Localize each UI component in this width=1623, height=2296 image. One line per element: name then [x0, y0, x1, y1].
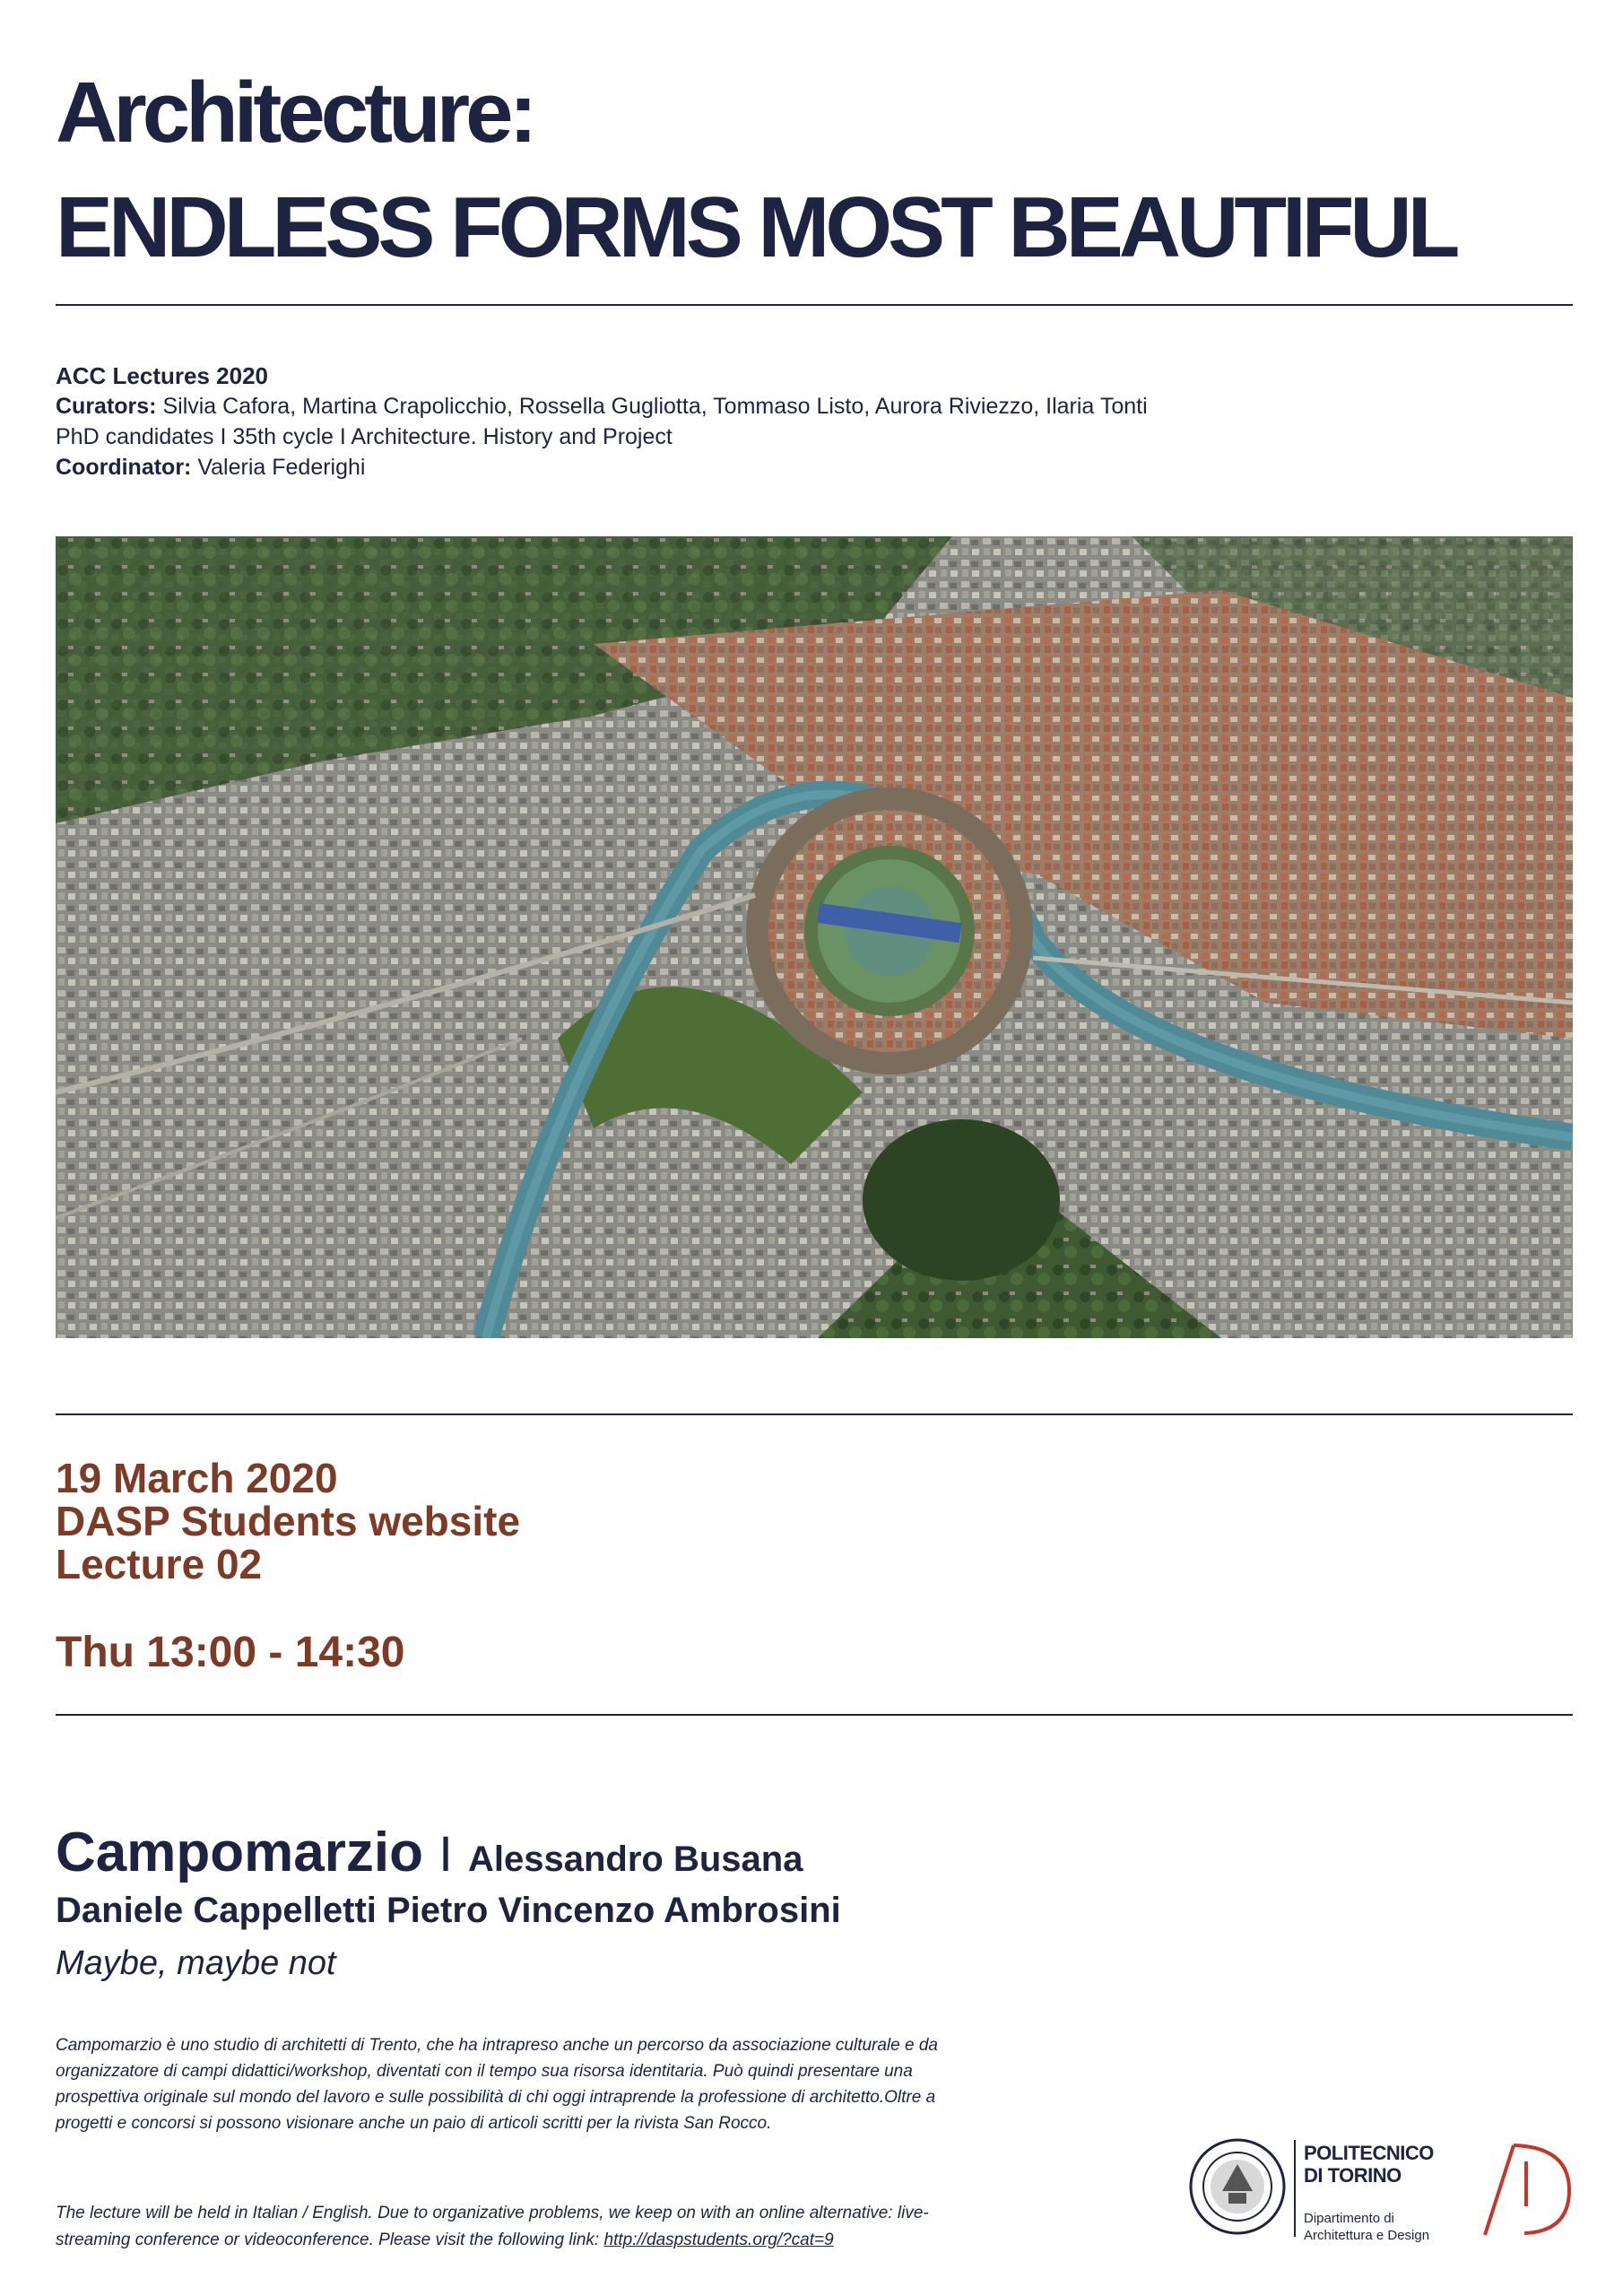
- separator: I: [438, 1825, 453, 1882]
- event-lecture-number: Lecture 02: [56, 1541, 263, 1587]
- aerial-city-image: [56, 536, 1573, 1338]
- coordinator-label: Coordinator:: [56, 455, 192, 480]
- description-paragraph: Campomarzio è uno studio di architetti di Trento, che ha intrapreso anche un percorso da associazione culturale e da organizzatore di campi didattici/workshop, diventati con il tempo sua risorsa identitaria. Può quindi presentare una prospettiva originale sul mondo del lavoro e sulle possibilità di chi oggi intraprende la professione di architetto.Oltre a progetti e concorsi si possono visionare anche un paio di articoli scritti per la rivista San Rocco.: [56, 2036, 938, 2133]
- studio-name: Campomarzio: [56, 1822, 423, 1883]
- event-time: Thu 13:00 - 14:30: [56, 1629, 405, 1676]
- event-venue: DASP Students website: [56, 1498, 521, 1544]
- series-label: ACC Lectures 2020: [56, 362, 268, 389]
- coordinator-line: [56, 452, 365, 483]
- aerial-photo: [56, 536, 1573, 1338]
- politecnico-seal-icon: [1188, 2137, 1287, 2236]
- title-line-2: ENDLESS FORMS MOST BEAUTIFUL: [56, 179, 1456, 275]
- lecture-title: Maybe, maybe not: [56, 1944, 336, 1982]
- note-text: The lecture will be held in Italian / English. Due to organizative problems, we keep on with an online alternative: live-streaming conference or videoconference. Please visit the following link:: [56, 2204, 929, 2249]
- program-line: PhD candidates I 35th cycle I Architecture. History and Project: [56, 424, 673, 449]
- coordinator-name: Valeria Federighi: [197, 455, 366, 480]
- event-date: 19 March 2020: [56, 1455, 338, 1501]
- dept-name-line2: Architettura e Design: [1304, 2228, 1430, 2243]
- curators-names: Silvia Cafora, Martina Crapolicchio, Rossella Gugliotta, Tommaso Listo, Aurora Riviezzo, Ilaria Tonti: [162, 394, 1148, 419]
- speaker-line-1: [56, 1822, 803, 1883]
- dept-name-line1: Dipartimento di: [1304, 2211, 1394, 2226]
- polito-name-line1: POLITECNICO: [1304, 2142, 1434, 2164]
- speaker-name-1: Alessandro Busana: [468, 1839, 803, 1879]
- divider: [56, 1714, 1573, 1716]
- divider: [56, 1413, 1573, 1415]
- title-line-1: Architecture:: [56, 65, 534, 161]
- curators-label: Curators:: [56, 394, 157, 419]
- speaker-names-2: Daniele Cappelletti Pietro Vincenzo Ambrosini: [56, 1891, 841, 1930]
- dasp-link[interactable]: http://daspstudents.org/?cat=9: [603, 2231, 834, 2249]
- footer-divider: [1294, 2140, 1296, 2237]
- dad-logo-icon: [1480, 2135, 1578, 2242]
- curators-line: [56, 391, 1148, 422]
- online-note: [56, 2200, 997, 2254]
- divider: [56, 304, 1573, 306]
- polito-name-line2: DI TORINO: [1304, 2164, 1402, 2187]
